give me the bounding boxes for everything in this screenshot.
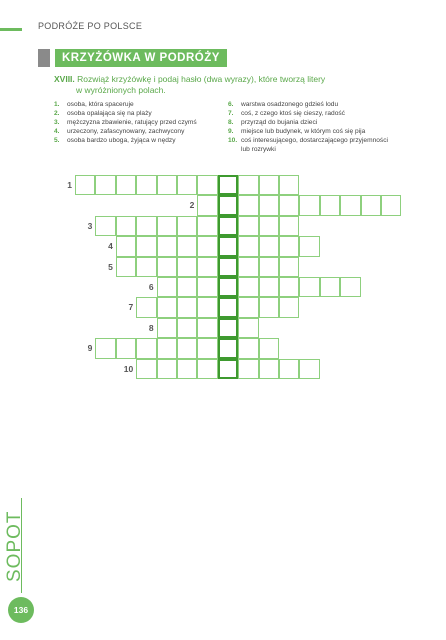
clue-number: 2. <box>54 110 60 117</box>
clue-text: warstwa osadzonego gdzieś lodu <box>241 101 339 108</box>
crossword-cell[interactable] <box>340 277 360 297</box>
crossword-cell[interactable] <box>116 257 136 277</box>
row-number: 1 <box>67 180 72 190</box>
crossword-cell[interactable] <box>197 318 217 338</box>
crossword-key-cell[interactable] <box>218 216 238 236</box>
crossword-cell[interactable] <box>157 318 177 338</box>
crossword-cell[interactable] <box>157 297 177 317</box>
clue-item <box>54 109 224 118</box>
top-accent-rule <box>0 28 22 31</box>
crossword-cell[interactable] <box>197 338 217 358</box>
crossword-cell[interactable] <box>238 297 258 317</box>
crossword-cell[interactable] <box>279 277 299 297</box>
title-marker <box>38 49 50 67</box>
clue-item <box>54 118 224 127</box>
crossword-cell[interactable] <box>197 195 217 215</box>
clue-text: mężczyzna zbawienie, ratujący przed czymś <box>67 119 197 126</box>
clue-text: osoba bardzo uboga, żyjąca w nędzy <box>67 137 176 144</box>
crossword-cell[interactable] <box>259 297 279 317</box>
crossword-cell[interactable] <box>177 338 197 358</box>
crossword-cell[interactable] <box>116 175 136 195</box>
crossword-cell[interactable] <box>157 277 177 297</box>
crossword-key-cell[interactable] <box>218 195 238 215</box>
clue-text: coś interesującego, dostarczającego przyjemności lub rozrywki <box>241 137 388 153</box>
row-number: 10 <box>123 363 134 374</box>
crossword-key-cell[interactable] <box>218 359 238 379</box>
clue-text: urzeczony, zafascynowany, zachwycony <box>67 128 185 135</box>
clue-item <box>54 136 224 145</box>
crossword-cell[interactable] <box>238 359 258 379</box>
crossword-cell[interactable] <box>259 236 279 256</box>
crossword-cell[interactable] <box>259 195 279 215</box>
crossword-cell[interactable] <box>157 359 177 379</box>
crossword-cell[interactable] <box>116 216 136 236</box>
crossword-cell[interactable] <box>299 195 319 215</box>
instruction-line-1: Rozwiąż krzyżówkę i podaj hasło (dwa wyrazy), które tworzą litery <box>77 74 326 84</box>
crossword-cell[interactable] <box>177 277 197 297</box>
crossword-key-cell[interactable] <box>218 175 238 195</box>
clue-item <box>228 127 398 136</box>
clue-item <box>228 136 398 154</box>
clue-number: 4. <box>54 128 60 135</box>
crossword-cell[interactable] <box>238 277 258 297</box>
clue-item <box>228 118 398 127</box>
crossword-cell[interactable] <box>116 236 136 256</box>
crossword-cell[interactable] <box>279 236 299 256</box>
crossword-cell[interactable] <box>157 236 177 256</box>
clue-number: 8. <box>228 119 234 126</box>
clue-item <box>228 109 398 118</box>
crossword-cell[interactable] <box>238 257 258 277</box>
crossword-cell[interactable] <box>177 216 197 236</box>
crossword-cell[interactable] <box>320 195 340 215</box>
crossword-cell[interactable] <box>197 236 217 256</box>
crossword-cell[interactable] <box>197 359 217 379</box>
row-number: 8 <box>148 322 154 333</box>
crossword-cell[interactable] <box>259 338 279 358</box>
crossword-cell[interactable] <box>157 175 177 195</box>
clue-number: 9. <box>228 128 234 135</box>
crossword-cell[interactable] <box>136 175 156 195</box>
crossword-cell[interactable] <box>259 257 279 277</box>
clue-text: osoba opalająca się na plaży <box>67 110 152 117</box>
crossword-cell[interactable] <box>116 338 136 358</box>
crossword-cell[interactable] <box>279 216 299 236</box>
crossword-key-cell[interactable] <box>218 318 238 338</box>
crossword-cell[interactable] <box>197 175 217 195</box>
instructions <box>54 74 374 96</box>
crossword-cell[interactable] <box>197 297 217 317</box>
clue-number: 3. <box>54 119 60 126</box>
crossword-cell[interactable] <box>238 175 258 195</box>
clues-left <box>54 100 224 145</box>
crossword-cell[interactable] <box>136 359 156 379</box>
clue-number: 6. <box>228 101 234 108</box>
crossword-cell[interactable] <box>238 318 258 338</box>
crossword-cell[interactable] <box>299 359 319 379</box>
crossword-cell[interactable] <box>299 236 319 256</box>
clue-text: osoba, która spaceruje <box>67 101 134 108</box>
crossword-key-cell[interactable] <box>218 338 238 358</box>
crossword-cell[interactable] <box>238 195 258 215</box>
crossword-cell[interactable] <box>259 359 279 379</box>
instruction-line-2: w wyróżnionych polach. <box>76 85 166 95</box>
clue-item <box>54 127 224 136</box>
crossword-cell[interactable] <box>259 216 279 236</box>
crossword-cell[interactable] <box>157 216 177 236</box>
row-number: 9 <box>87 343 93 354</box>
crossword-cell[interactable] <box>197 257 217 277</box>
clue-text: coś, z czego ktoś się cieszy, radość <box>241 110 345 117</box>
crossword-cell[interactable] <box>259 175 279 195</box>
crossword-key-cell[interactable] <box>218 277 238 297</box>
crossword-cell[interactable] <box>136 297 156 317</box>
clue-item <box>54 100 224 109</box>
section-header: PODRÓŻE PO POLSCE <box>38 21 143 31</box>
row-number: 2 <box>189 200 195 211</box>
crossword-cell[interactable] <box>95 175 115 195</box>
clue-item <box>228 100 398 109</box>
crossword-cell[interactable] <box>157 257 177 277</box>
crossword-cell[interactable] <box>136 338 156 358</box>
crossword-cell[interactable] <box>279 359 299 379</box>
row-number: 6 <box>148 282 154 292</box>
crossword-cell[interactable] <box>177 236 197 256</box>
crossword-key-cell[interactable] <box>218 297 238 317</box>
crossword-cell[interactable] <box>136 216 156 236</box>
crossword-cell[interactable] <box>279 297 299 317</box>
crossword-cell[interactable] <box>279 257 299 277</box>
crossword-cell[interactable] <box>197 216 217 236</box>
crossword-cell[interactable] <box>238 338 258 358</box>
row-number: 3 <box>87 220 93 231</box>
row-number: 4 <box>108 241 113 252</box>
crossword-cell[interactable] <box>95 216 115 236</box>
page-title: KRZYŻÓWKA W PODRÓŻY <box>55 49 227 67</box>
crossword-cell[interactable] <box>157 338 177 358</box>
clue-number: 7. <box>228 110 234 117</box>
crossword-cell[interactable] <box>299 277 319 297</box>
crossword-cell[interactable] <box>320 277 340 297</box>
clue-number: 1. <box>54 101 60 108</box>
crossword-cell[interactable] <box>75 175 95 195</box>
crossword-cell[interactable] <box>381 195 401 215</box>
row-number: 7 <box>128 302 134 313</box>
crossword-cell[interactable] <box>177 257 197 277</box>
crossword-cell[interactable] <box>279 195 299 215</box>
clue-text: miejsce lub budynek, w którym coś się pija <box>241 128 366 135</box>
row-number: 5 <box>108 261 113 272</box>
clues-right <box>228 100 398 154</box>
clue-number: 5. <box>54 137 60 144</box>
title-block <box>38 49 227 67</box>
exercise-number: XVIII. <box>54 74 75 84</box>
crossword-cell[interactable] <box>177 359 197 379</box>
crossword-cell[interactable] <box>177 175 197 195</box>
crossword-cell[interactable] <box>238 236 258 256</box>
crossword-key-cell[interactable] <box>218 236 238 256</box>
crossword-cell[interactable] <box>136 257 156 277</box>
crossword-cell[interactable] <box>361 195 381 215</box>
crossword-cell[interactable] <box>279 175 299 195</box>
crossword-cell[interactable] <box>177 297 197 317</box>
crossword-cell[interactable] <box>95 338 115 358</box>
page-number: 136 <box>8 597 34 623</box>
clue-text: przyrząd do bujania dzieci <box>241 119 318 126</box>
clue-number: 10. <box>228 137 238 144</box>
crossword-cell[interactable] <box>136 236 156 256</box>
crossword-cell[interactable] <box>259 277 279 297</box>
crossword-key-cell[interactable] <box>218 257 238 277</box>
side-label: SOPOT <box>4 510 25 582</box>
crossword-cell[interactable] <box>238 216 258 236</box>
crossword-cell[interactable] <box>177 318 197 338</box>
crossword-cell[interactable] <box>340 195 360 215</box>
crossword-cell[interactable] <box>197 277 217 297</box>
